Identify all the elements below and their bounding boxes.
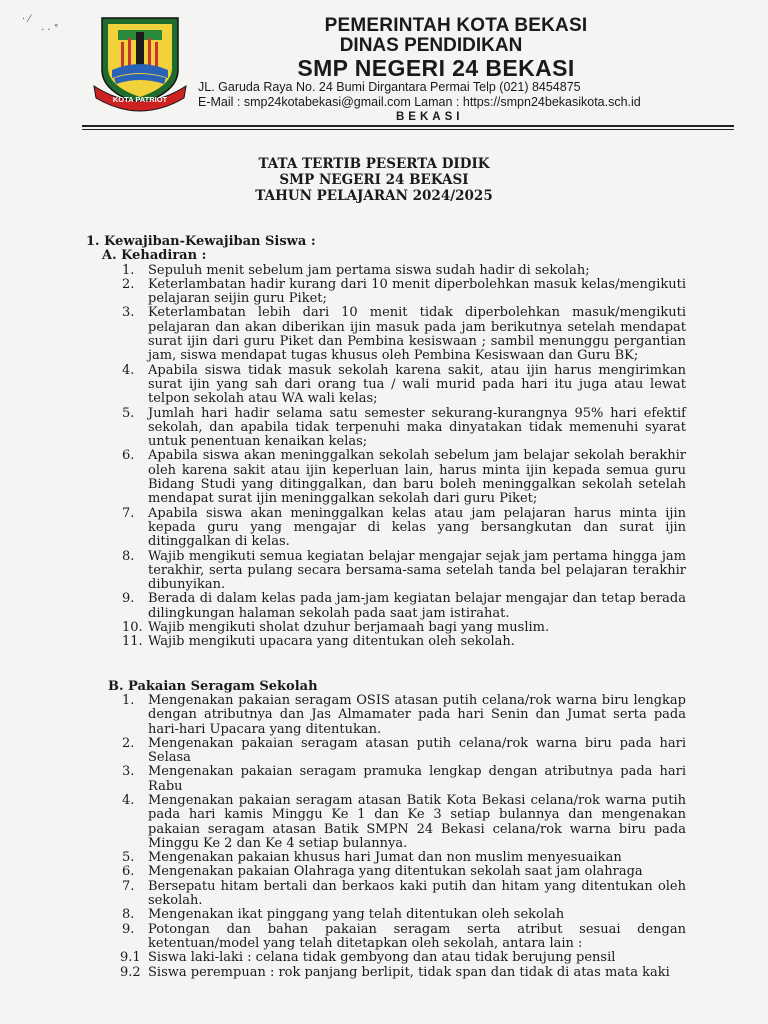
scan-specks: · ⁄ · · ˚	[22, 14, 59, 36]
item-number: 10.	[122, 620, 143, 636]
item-number: 3.	[122, 305, 135, 321]
list-item	[86, 621, 686, 635]
list-item	[86, 364, 686, 407]
item-number: 7.	[122, 505, 135, 521]
document-title	[0, 156, 768, 204]
list-item	[86, 851, 686, 865]
list-item	[86, 306, 686, 363]
item-text: Mengenakan pakaian seragam OSIS atasan putih celana/rok warna biru lengkap dengan atributnya dan Jas Almamater pada hari Senin dan Jumat serta pada hari-hari Upacara yang ditentukan.	[148, 692, 686, 737]
list-item	[86, 908, 686, 922]
title-line-1: TATA TERTIB PESERTA DIDIK	[258, 156, 490, 172]
item-text: Apabila siswa akan meninggalkan kelas atau jam pelajaran harus minta ijin kepada guru yang mengajar di kelas yang bersangkutan dan surat ijin ditinggalkan di kelas.	[148, 505, 686, 550]
item-text: Siswa perempuan : rok panjang berlipit, tidak span dan tidak di atas mata kaki	[148, 964, 670, 980]
item-text: Keterlambatan lebih dari 10 menit tidak diperbolehkan masuk/mengikuti pelajaran dan akan diberikan ijin masuk pada jam berikutnya setelah mendapat surat ijin dari guru Piket dan Pembina kesiswaan ; sambil menunggu pergantian jam, siswa mendapat tugas khusus oleh Pembina Kesiswaan dan Guru BK;	[148, 305, 686, 364]
item-text: Mengenakan pakaian seragam pramuka lengkap dengan atributnya pada hari Rabu	[148, 764, 686, 794]
list-item	[86, 865, 686, 879]
item-number: 1.	[122, 692, 135, 708]
title-line-3: TAHUN PELAJARAN 2024/2025	[255, 188, 493, 204]
item-number: 11.	[122, 634, 143, 650]
item-text: Wajib mengikuti sholat dzuhur berjamaah bagi yang muslim.	[148, 620, 550, 636]
item-text: Mengenakan pakaian khusus hari Jumat dan non muslim menyesuaikan	[148, 850, 622, 866]
list-item	[86, 264, 686, 278]
item-text: Jumlah hari hadir selama satu semester sekurang-kurangnya 95% hari efektif sekolah, dan apabila tidak terpenuhi maka dinyatakan tidak memenuhi syarat untuk penentuan kenaikan kelas;	[148, 405, 686, 450]
list-item	[86, 737, 686, 766]
letterhead-government: PEMERINTAH KOTA BEKASI	[324, 15, 588, 36]
letterhead-department: DINAS PENDIDIKAN	[339, 35, 523, 56]
list-item	[86, 923, 686, 952]
item-text: Wajib mengikuti upacara yang ditentukan oleh sekolah.	[148, 634, 515, 650]
letterhead-school-name: SMP NEGERI 24 BEKASI	[297, 55, 575, 81]
item-number: 2.	[122, 276, 135, 292]
item-number: 7.	[122, 878, 135, 894]
list-item	[86, 507, 686, 550]
letterhead-divider-thin	[82, 129, 734, 130]
list-item	[86, 794, 686, 851]
item-number: 9.2	[120, 964, 141, 980]
item-number: 5.	[122, 405, 135, 421]
letterhead-address: JL. Garuda Raya No. 24 Bumi Dirgantara Permai Telp (021) 8454875	[198, 80, 581, 94]
item-number: 9.1	[120, 950, 141, 966]
item-number: 6.	[122, 864, 135, 880]
list-item	[86, 449, 686, 506]
subsection-b-heading: B. Pakaian Seragam Sekolah	[108, 678, 318, 694]
uniform-list	[86, 694, 686, 951]
item-text: Berada di dalam kelas pada jam-jam kegiatan belajar mengajar dan tetap berada dilingkungan halaman sekolah pada saat jam istirahat.	[148, 591, 686, 621]
item-number: 9.	[122, 921, 135, 937]
section-heading: 1. Kewajiban-Kewajiban Siswa :	[86, 234, 316, 249]
item-text: Sepuluh menit sebelum jam pertama siswa sudah hadir di sekolah;	[148, 262, 590, 278]
list-item	[86, 278, 686, 307]
item-text: Mengenakan pakaian seragam atasan putih celana/rok warna biru pada hari Selasa	[148, 735, 686, 766]
item-number: 9.	[122, 591, 135, 607]
letterhead-contact: E-Mail : smp24kotabekasi@gmail.com Laman : https://smpn24bekasikota.sch.id	[198, 94, 641, 109]
list-item	[86, 951, 686, 965]
item-text: Mengenakan ikat pinggang yang telah ditentukan oleh sekolah	[148, 907, 565, 923]
item-number: 8.	[122, 907, 135, 923]
item-number: 4.	[122, 362, 135, 378]
attendance-list	[86, 264, 686, 650]
list-item	[86, 880, 686, 909]
item-text: Mengenakan pakaian seragam atasan Batik Kota Bekasi celana/rok warna putih pada hari kamis Minggu Ke 1 dan Ke 3 setiap bulannya dan mengenakan pakaian seragam atasan Batik SMPN 24 Bekasi celana/rok warna biru pada Minggu Ke 2 dan Ke 4 setiap bulannya.	[148, 792, 686, 851]
item-text: Keterlambatan hadir kurang dari 10 menit diperbolehkan masuk kelas/mengikuti pelajaran seijin guru Piket;	[148, 276, 686, 307]
item-text: Mengenakan pakaian Olahraga yang ditentukan sekolah saat jam olahraga	[148, 864, 643, 880]
document-body	[86, 235, 686, 980]
item-number: 4.	[122, 792, 135, 808]
list-item	[86, 550, 686, 593]
item-text: Apabila siswa akan meninggalkan sekolah sebelum jam belajar sekolah berakhir oleh karena sakit atau ijin keperluan lain, harus minta ijin kepada semua guru Bidang Studi yang ditinggalkan, dan baru boleh meninggalkan sekolah setelah mendapat surat ijin meninggalkan sekolah dari guru Piket;	[148, 448, 686, 507]
item-number: 8.	[122, 548, 135, 564]
list-item	[86, 966, 686, 980]
item-number: 2.	[122, 735, 135, 751]
list-item	[86, 592, 686, 621]
uniform-sublist	[86, 951, 686, 980]
item-number: 1.	[122, 262, 135, 278]
item-number: 3.	[122, 764, 135, 780]
logo-ribbon-text: KOTA PATRIOT	[112, 95, 168, 104]
list-item	[86, 635, 686, 649]
item-text: Wajib mengikuti semua kegiatan belajar mengajar sejak jam pertama hingga jam terakhir, serta pulang secara bersama-sama setelah tanda bel pelajaran terakhir dibunyikan.	[148, 548, 686, 593]
item-number: 6.	[122, 448, 135, 464]
item-text: Siswa laki-laki : celana tidak gembyong dan atau tidak berujung pensil	[148, 950, 616, 966]
list-item	[86, 765, 686, 794]
subsection-a-heading: A. Kehadiran :	[102, 248, 207, 264]
list-item	[86, 407, 686, 450]
item-text: Apabila siswa tidak masuk sekolah karena sakit, atau ijin harus mengirimkan surat ijin yang sah dari orang tua / wali murid pada hari itu juga atau lewat telpon sekolah atau WA wali kelas;	[148, 362, 686, 407]
item-number: 5.	[122, 850, 135, 866]
letterhead-divider	[82, 125, 734, 127]
item-text: Bersepatu hitam bertali dan berkaos kaki putih dan hitam yang ditentukan oleh sekolah.	[148, 878, 686, 909]
list-item	[86, 694, 686, 737]
letterhead-city: BEKASI	[396, 111, 464, 123]
title-line-2: SMP NEGERI 24 BEKASI	[279, 172, 469, 188]
item-text: Potongan dan bahan pakaian seragam serta atribut sesuai dengan ketentuan/model yang telah ditetapkan oleh sekolah, antara lain :	[148, 921, 686, 951]
letterhead	[186, 16, 726, 125]
